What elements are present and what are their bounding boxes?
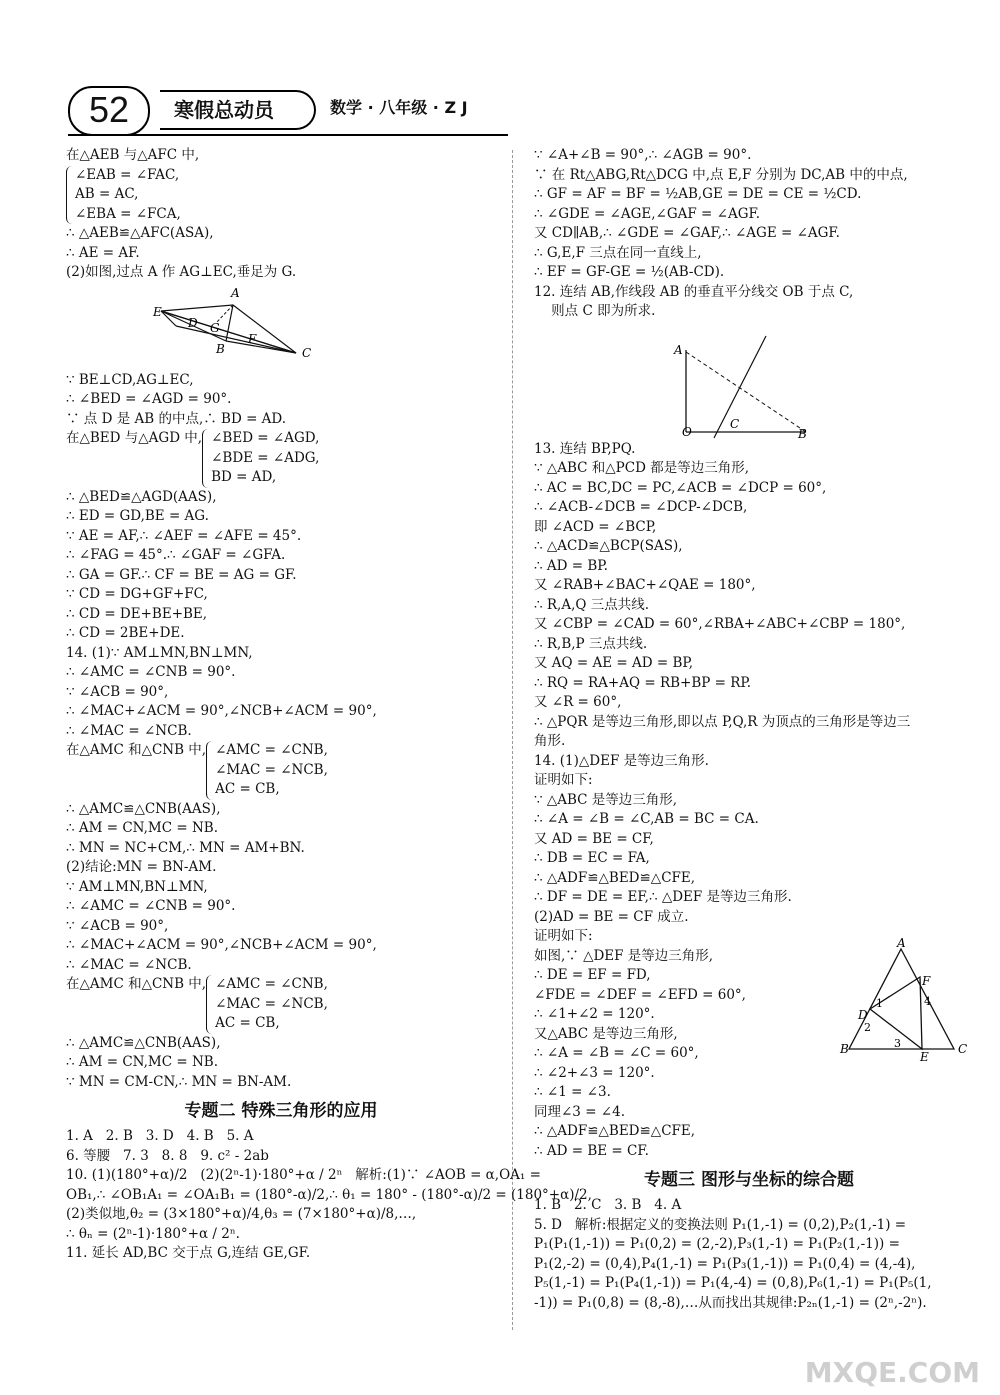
text-line: 11. 延长 AD,BC 交于点 G,连结 GE,GF. bbox=[66, 1245, 311, 1261]
fig3-label-F: F bbox=[922, 973, 931, 988]
text-line: (2)类似地,θ₂ = (3×180°+α)/4,θ₃ = (7×180°+α)/8,…, bbox=[66, 1206, 417, 1222]
fig1-label-B: B bbox=[216, 341, 225, 356]
text-line: ∠EAB = ∠FAC, bbox=[75, 166, 180, 183]
text-line: 如图,∵ △DEF 是等边三角形, bbox=[534, 947, 714, 964]
text-line: -1)) = P₁(0,8) = (8,-8),…从而找出其规律:P₂ₙ(1,-1) = (2ⁿ,-2ⁿ). bbox=[534, 1294, 927, 1311]
text-line: 又 AQ = AE = AD = BP, bbox=[534, 655, 694, 671]
text-line: ∴ ∠MAC = ∠NCB. bbox=[66, 722, 192, 739]
fig3-angle-2: 2 bbox=[864, 1020, 871, 1034]
text-line: P₁(2,-2) = (0,4),P₄(1,-1) = P₁(P₃(1,-1)) = P₁(0,4) = (4,-4), bbox=[534, 1255, 916, 1272]
equilateral-triangle-figure bbox=[814, 935, 968, 1161]
text-line: ∴ AM = CN,MC = NB. bbox=[66, 820, 218, 836]
text-line: ∴ θₙ = (2ⁿ-1)·180°+α / 2ⁿ. bbox=[66, 1225, 240, 1242]
text-line: ∴ ∠FAG = 45°.∴ ∠GAF = ∠GFA. bbox=[66, 547, 286, 563]
section-title-3: 专题三 图形与坐标的综合题 bbox=[644, 1170, 854, 1190]
text-line: ∵ △ABC 是等边三角形, bbox=[534, 791, 678, 808]
text-line: ∠EBA = ∠FCA, bbox=[75, 205, 181, 222]
text-line: ∴ G,E,F 三点在同一直线上, bbox=[534, 244, 702, 261]
text-line: 14. (1)∵ AM⊥MN,BN⊥MN, bbox=[66, 644, 253, 661]
text-line: 又 ∠CBP = ∠CAD = 60°,∠RBA+∠ABC+∠CBP = 180°, bbox=[534, 616, 906, 632]
text-line: ∴ R,B,P 三点共线. bbox=[534, 635, 648, 652]
text-line: ∴ AC = BC,DC = PC,∠ACB = ∠DCP = 60°, bbox=[534, 479, 827, 496]
text-line: 12. 连结 AB,作线段 AB 的垂直平分线交 OB 于点 C, bbox=[534, 283, 854, 300]
text-line: (2)结论:MN = BN-AM. bbox=[66, 859, 217, 875]
text-line: ∴ ∠A = ∠B = ∠C,AB = BC = CA. bbox=[534, 811, 759, 827]
text-line: (2)AD = BE = CF 成立. bbox=[534, 908, 689, 925]
text-line: ∠MAC = ∠NCB, bbox=[215, 761, 328, 778]
text-line: ∴ AE = AF. bbox=[66, 244, 140, 261]
text-line: ∵ AM⊥MN,BN⊥MN, bbox=[66, 878, 208, 895]
watermark: MXQE.COM bbox=[804, 1356, 980, 1389]
brace-prefix: 在△AMC 和△CNB 中, bbox=[66, 976, 207, 992]
fig1-label-C: C bbox=[302, 345, 312, 360]
text-line: ∴ ∠AMC = ∠CNB = 90°. bbox=[66, 898, 236, 914]
text-line: P₁(P₁(1,-1)) = P₁(0,2) = (2,-2),P₃(1,-1) = P₁(P₂(1,-1)) = bbox=[534, 1236, 900, 1252]
text-line: 10. (1)(180°+α)/2 (2)(2ⁿ-1)·180°+α / 2ⁿ 解析:(1)∵ ∠AOB = α,OA₁ = bbox=[66, 1167, 541, 1183]
text-line: ∵ ∠ACB = 90°, bbox=[66, 917, 169, 934]
fig3-angle-3: 3 bbox=[894, 1036, 901, 1050]
text-line: ∴ ∠1 = ∠3. bbox=[534, 1084, 611, 1100]
fig2-label-O: O bbox=[682, 424, 692, 439]
text-line: 又 ∠R = 60°, bbox=[534, 694, 622, 710]
text-line: 又 AD = BE = CF, bbox=[534, 830, 654, 847]
text-line: ∵ BE⊥CD,AG⊥EC, bbox=[66, 371, 194, 388]
text-line: ∵ △ABC 和△PCD 都是等边三角形, bbox=[534, 460, 750, 476]
section-title-2: 专题二 特殊三角形的应用 bbox=[184, 1101, 378, 1121]
text-line: ∴ △AMC≌△CNB(AAS), bbox=[66, 1034, 221, 1051]
text-line: ∠AMC = ∠CNB, bbox=[215, 742, 328, 758]
text-line: ∴ ∠AMC = ∠CNB = 90°. bbox=[66, 664, 236, 680]
text-line: ∴ AD = BP. bbox=[534, 557, 608, 574]
brace-group bbox=[66, 429, 496, 488]
text-line: AB = AC, bbox=[75, 186, 139, 202]
text-line: ∴ CD = 2BE+DE. bbox=[66, 625, 185, 641]
text-line: ∵ 在 Rt△ABG,Rt△DCG 中,点 E,F 分别为 DC,AB 中的中点, bbox=[534, 166, 908, 183]
text-line: 则点 C 即为所求. bbox=[534, 303, 656, 319]
fig2-label-A: A bbox=[674, 342, 683, 357]
text-line: ∴ ∠2+∠3 = 120°. bbox=[534, 1064, 655, 1081]
text-line: ∠BED = ∠AGD, bbox=[211, 430, 320, 446]
brand-title: 寒假总动员 bbox=[160, 90, 316, 130]
text-line: 又 ∠RAB+∠BAC+∠QAE = 180°, bbox=[534, 577, 756, 593]
text-line: ∴ ∠MAC+∠ACM = 90°,∠NCB+∠ACM = 90°, bbox=[66, 937, 377, 953]
text-line: 角形. bbox=[534, 733, 566, 749]
text-line: ∴ MN = NC+CM,∴ MN = AM+BN. bbox=[66, 839, 305, 856]
fig1-label-G: G bbox=[210, 320, 220, 335]
page-number: 52 bbox=[68, 86, 150, 136]
text-line: ∴ AM = CN,MC = NB. bbox=[66, 1054, 218, 1070]
text-line: ∴ GF = AF = BF = ½AB,GE = DE = CE = ½CD. bbox=[534, 186, 862, 202]
text-line: ∴ ∠A = ∠B = ∠C = 60°, bbox=[534, 1045, 699, 1061]
text-line: ∴ CD = DE+BE+BE, bbox=[66, 605, 208, 622]
text-line: BD = AD, bbox=[211, 469, 277, 485]
fig2-label-B: B bbox=[798, 426, 807, 441]
fig3-label-D: D bbox=[858, 1007, 868, 1022]
fig1-label-E: E bbox=[153, 304, 162, 319]
text-line: ∴ DB = EC = FA, bbox=[534, 850, 650, 866]
text-line: AC = CB, bbox=[215, 1015, 280, 1031]
fig3-label-E: E bbox=[920, 1049, 929, 1064]
text-line: 证明如下: bbox=[534, 928, 593, 944]
text-line: 又 CD∥AB,∴ ∠GDE = ∠GAF,∴ ∠AGE = ∠AGF. bbox=[534, 225, 840, 241]
column-divider bbox=[512, 150, 513, 1330]
fig3-label-C: C bbox=[958, 1041, 968, 1056]
text-line: 证明如下: bbox=[534, 772, 593, 788]
text-line: 同理∠3 = ∠4. bbox=[534, 1103, 625, 1120]
text-line: ∴ DE = EF = FD, bbox=[534, 967, 651, 983]
text-line: ∴ R,A,Q 三点共线. bbox=[534, 596, 650, 613]
text-line: P₅(1,-1) = P₁(P₄(1,-1)) = P₁(4,-4) = (0,8),P₆(1,-1) = P₁(P₅(1, bbox=[534, 1275, 932, 1291]
text-line: ∵ CD = DG+GF+FC, bbox=[66, 586, 208, 602]
text-line: ∴ AD = BE = CF. bbox=[534, 1142, 649, 1159]
text-line: ∴ △AMC≌△CNB(AAS), bbox=[66, 800, 221, 817]
text-line: (2)如图,过点 A 作 AG⊥EC,垂足为 G. bbox=[66, 264, 297, 280]
page-header bbox=[0, 0, 1000, 140]
fig3-label-A: A bbox=[897, 935, 906, 950]
text-line: 在△AEB 与△AFC 中, bbox=[66, 147, 200, 163]
text-line: ∴ △ADF≌△BED≌△CFE, bbox=[534, 1123, 696, 1139]
text-line: ∵ ∠ACB = 90°, bbox=[66, 683, 169, 700]
fig1-label-F: F bbox=[248, 331, 257, 346]
text-line: ∠AMC = ∠CNB, bbox=[215, 976, 328, 992]
text-line: ∴ ∠MAC = ∠NCB. bbox=[66, 956, 192, 973]
text-line: ∴ △BED≌△AGD(AAS), bbox=[66, 488, 217, 505]
subject-label: 数学 · 八年级 · Z J bbox=[330, 98, 468, 117]
brace-prefix: 在△AMC 和△CNB 中, bbox=[66, 742, 207, 758]
text-line: ∴ EF = GF-GE = ½(AB-CD). bbox=[534, 264, 725, 280]
brace-group bbox=[66, 975, 496, 1034]
text-line: 1. A 2. B 3. D 4. B 5. A bbox=[66, 1128, 254, 1144]
text-line: ∴ DF = DE = EF,∴ △DEF 是等边三角形. bbox=[534, 889, 792, 905]
text-line: ∠BDE = ∠ADG, bbox=[211, 449, 320, 466]
text-line: ∠FDE = ∠DEF = ∠EFD = 60°, bbox=[534, 986, 746, 1003]
text-line: ∵ MN = CM-CN,∴ MN = BN-AM. bbox=[66, 1073, 292, 1090]
text-line: ∴ ∠GDE = ∠AGE,∠GAF = ∠AGF. bbox=[534, 205, 761, 222]
fig1-label-D: D bbox=[188, 315, 198, 330]
header-rule bbox=[68, 134, 508, 136]
fig3-angle-1: 1 bbox=[876, 996, 883, 1010]
text-line: ∴ △ADF≌△BED≌△CFE, bbox=[534, 869, 696, 886]
text-line: 又△ABC 是等边三角形, bbox=[534, 1025, 678, 1042]
text-line: ∴ GA = GF.∴ CF = BE = AG = GF. bbox=[66, 566, 297, 583]
triangle-figure-1 bbox=[66, 283, 496, 371]
text-line: ∴ ∠MAC+∠ACM = 90°,∠NCB+∠ACM = 90°, bbox=[66, 703, 377, 719]
text-line: 5. D 解析:根据定义的变换法则 P₁(1,-1) = (0,2),P₂(1,-1) = bbox=[534, 1216, 907, 1233]
text-line: 13. 连结 BP,PQ. bbox=[534, 440, 636, 457]
text-line: ∵ ∠A+∠B = 90°,∴ ∠AGB = 90°. bbox=[534, 147, 752, 163]
text-line: 即 ∠ACD = ∠BCP, bbox=[534, 518, 657, 535]
brace-group bbox=[66, 166, 496, 225]
text-line: ∵ AE = AF,∴ ∠AEF = ∠AFE = 45°. bbox=[66, 527, 302, 544]
perpendicular-bisector-figure bbox=[534, 322, 964, 440]
text-line: ∴ RQ = RA+AQ = RB+BP = RP. bbox=[534, 674, 752, 691]
text-line: ∴ ∠1+∠2 = 120°. bbox=[534, 1006, 655, 1022]
text-line: ∴ ∠BED = ∠AGD = 90°. bbox=[66, 391, 232, 407]
brace-prefix: 在△BED 与△AGD 中, bbox=[66, 430, 203, 446]
fig3-label-B: B bbox=[840, 1041, 849, 1056]
text-line: 1. B 2. C 3. B 4. A bbox=[534, 1197, 682, 1213]
fig2-label-C: C bbox=[730, 416, 740, 431]
right-column bbox=[534, 146, 968, 1313]
text-line: ∴ ED = GD,BE = AG. bbox=[66, 508, 209, 524]
text-line: 14. (1)△DEF 是等边三角形. bbox=[534, 752, 709, 769]
brace-group bbox=[66, 741, 496, 800]
text-line: ∠MAC = ∠NCB, bbox=[215, 995, 328, 1012]
text-line: AC = CB, bbox=[215, 781, 280, 797]
fig3-angle-4: 4 bbox=[924, 994, 931, 1008]
text-line: OB₁,∴ ∠OB₁A₁ = ∠OA₁B₁ = (180°-α)/2,∴ θ₁ = 180° - (180°-α)/2 = (180°+α)/2, bbox=[66, 1186, 592, 1203]
text-line: ∴ △ACD≌△BCP(SAS), bbox=[534, 538, 683, 554]
text-line: ∴ △PQR 是等边三角形,即以点 P,Q,R 为顶点的三角形是等边三 bbox=[534, 713, 911, 730]
text-line: ∴ ∠ACB-∠DCB = ∠DCP-∠DCB, bbox=[534, 499, 748, 515]
text-line: ∴ △AEB≌△AFC(ASA), bbox=[66, 225, 214, 241]
text-line: ∵ 点 D 是 AB 的中点,∴ BD = AD. bbox=[66, 410, 287, 427]
fig1-label-A: A bbox=[231, 285, 240, 300]
text-line: 6. 等腰 7. 3 8. 8 9. c² - 2ab bbox=[66, 1147, 269, 1164]
